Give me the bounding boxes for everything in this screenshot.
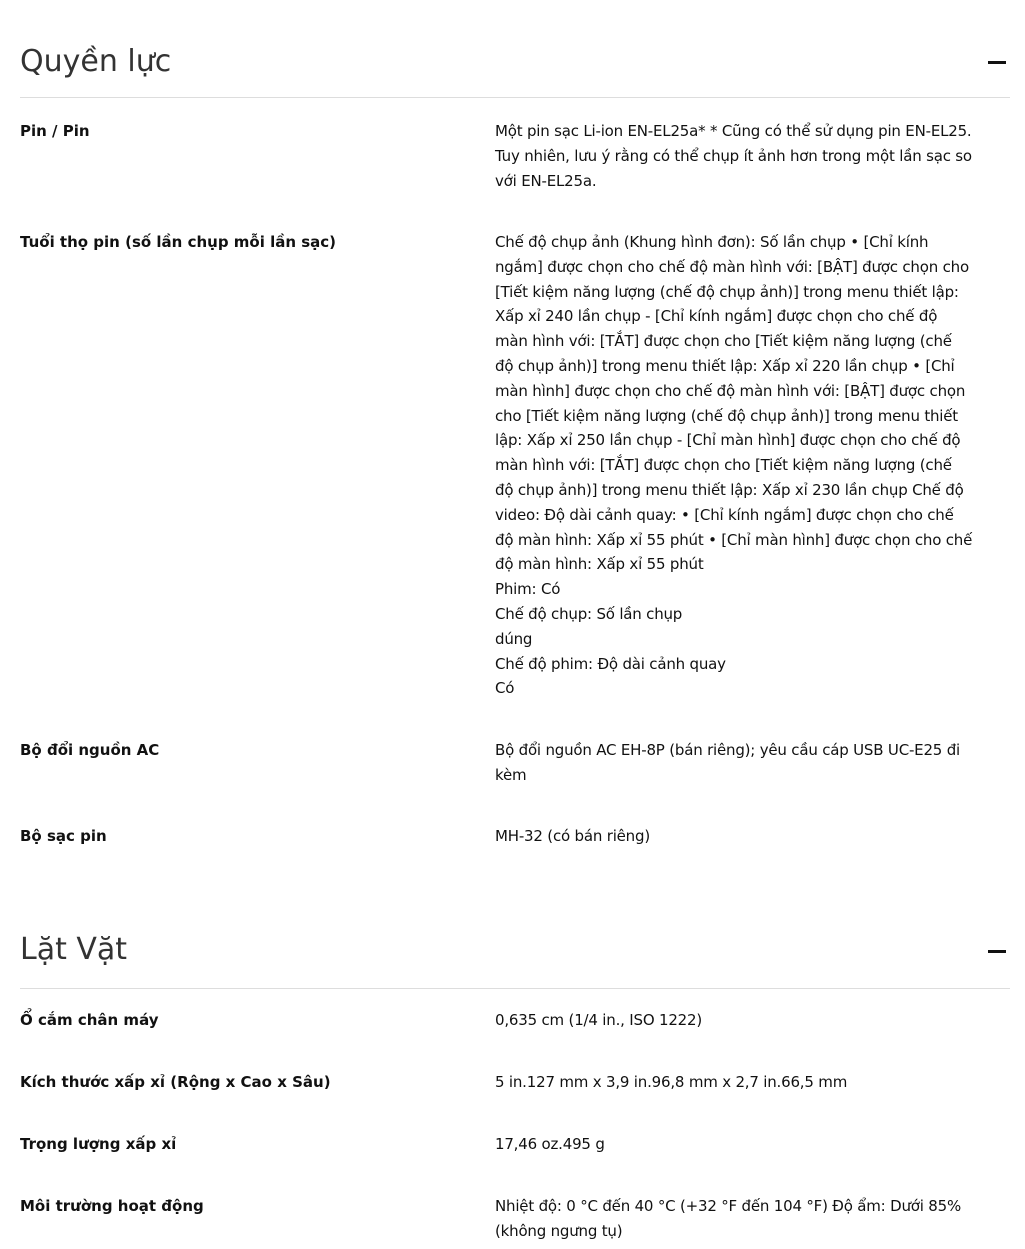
spec-value-line: Bộ đổi nguồn AC EH-8P (bán riêng); yêu cầu cáp USB UC-E25 đi kèm: [495, 741, 960, 784]
section-title: Quyền lực: [20, 44, 172, 79]
spec-value-line: 0,635 cm (1/4 in., ISO 1222): [495, 1011, 703, 1029]
section-power: [20, 0, 1010, 98]
section-header[interactable]: [20, 0, 1010, 98]
section-misc: [20, 889, 1010, 989]
spec-value: [495, 1008, 973, 1033]
spec-value: [495, 824, 973, 849]
collapse-button[interactable]: [988, 52, 1006, 72]
section-header[interactable]: [20, 889, 1010, 989]
spec-value-line: dúng: [495, 629, 533, 648]
minus-icon: [988, 61, 1006, 64]
spec-value: [495, 738, 973, 788]
spec-label: Tuổi thọ pin (số lần chụp mỗi lần sạc): [20, 233, 337, 251]
spec-value-line: Một pin sạc Li-ion EN-EL25a* * Cũng có thể sử dụng pin EN-EL25. Tuy nhiên, lưu ý rằng có thể chụp ít ảnh hơn trong một lần sạc so với EN-EL25a.: [495, 122, 972, 190]
spec-label: Môi trường hoạt động: [20, 1197, 204, 1215]
spec-value-line: MH-32 (có bán riêng): [495, 827, 650, 845]
spec-value: [495, 1070, 973, 1095]
spec-value: [495, 1194, 973, 1244]
spec-value-line: 5 in.127 mm x 3,9 in.96,8 mm x 2,7 in.66,5 mm: [495, 1073, 848, 1091]
spec-value-line: Nhiệt độ: 0 °C đến 40 °C (+32 °F đến 104 °F) Độ ẩm: Dưới 85% (không ngưng tụ): [495, 1197, 962, 1240]
spec-label: Bộ sạc pin: [20, 827, 107, 845]
minus-icon: [988, 950, 1006, 953]
spec-label: Trọng lượng xấp xỉ: [20, 1135, 177, 1153]
spec-value-line: Chế độ chụp: Số lần chụp: [495, 604, 683, 623]
spec-value: [495, 230, 973, 701]
spec-label: Pin / Pin: [20, 122, 90, 140]
spec-value-line: Chế độ chụp ảnh (Khung hình đơn): Số lần chụp • [Chỉ kính ngắm] được chọn cho chế độ màn hình với: [BẬT] được chọn cho [Tiết kiệm năng lượng (chế độ chụp ảnh)] trong menu thiết lập: Xấp xỉ 240 lần chụp - [Chỉ kính ngắm] được chọn cho chế độ màn hình với: [TẮT] được chọn cho [Tiết kiệm năng lượng (chế độ chụp ảnh)] trong menu thiết lập: Xấp xỉ 220 lần chụp • [Chỉ màn hình] được chọn cho chế độ màn hình với: [BẬT] được chọn cho [Tiết kiệm năng lượng (chế độ chụp ảnh)] trong menu thiết lập: Xấp xỉ 250 lần chụp - [Chỉ màn hình] được chọn cho chế độ màn hình với: [TẮT] được chọn cho [Tiết kiệm năng lượng (chế độ chụp ảnh)] trong menu thiết lập: Xấp xỉ 230 lần chụp Chế độ video: Độ dài cảnh quay: • [Chỉ kính ngắm] được chọn cho chế độ màn hình: Xấp xỉ 55 phút • [Chỉ màn hình] được chọn cho chế độ màn hình: Xấp xỉ 55 phút: [495, 233, 973, 574]
spec-value-line: Phim: Có: [495, 580, 561, 599]
spec-value: [495, 1132, 973, 1157]
spec-value-line: Có: [495, 679, 515, 698]
collapse-button[interactable]: [988, 941, 1006, 961]
spec-value-line: Chế độ phim: Độ dài cảnh quay: [495, 654, 726, 673]
spec-label: Ổ cắm chân máy: [20, 1011, 159, 1029]
spec-label: Bộ đổi nguồn AC: [20, 741, 160, 759]
spec-label: Kích thước xấp xỉ (Rộng x Cao x Sâu): [20, 1073, 331, 1091]
spec-value: [495, 119, 973, 193]
spec-value-line: 17,46 oz.495 g: [495, 1135, 605, 1153]
section-title: Lặt Vặt: [20, 932, 128, 967]
